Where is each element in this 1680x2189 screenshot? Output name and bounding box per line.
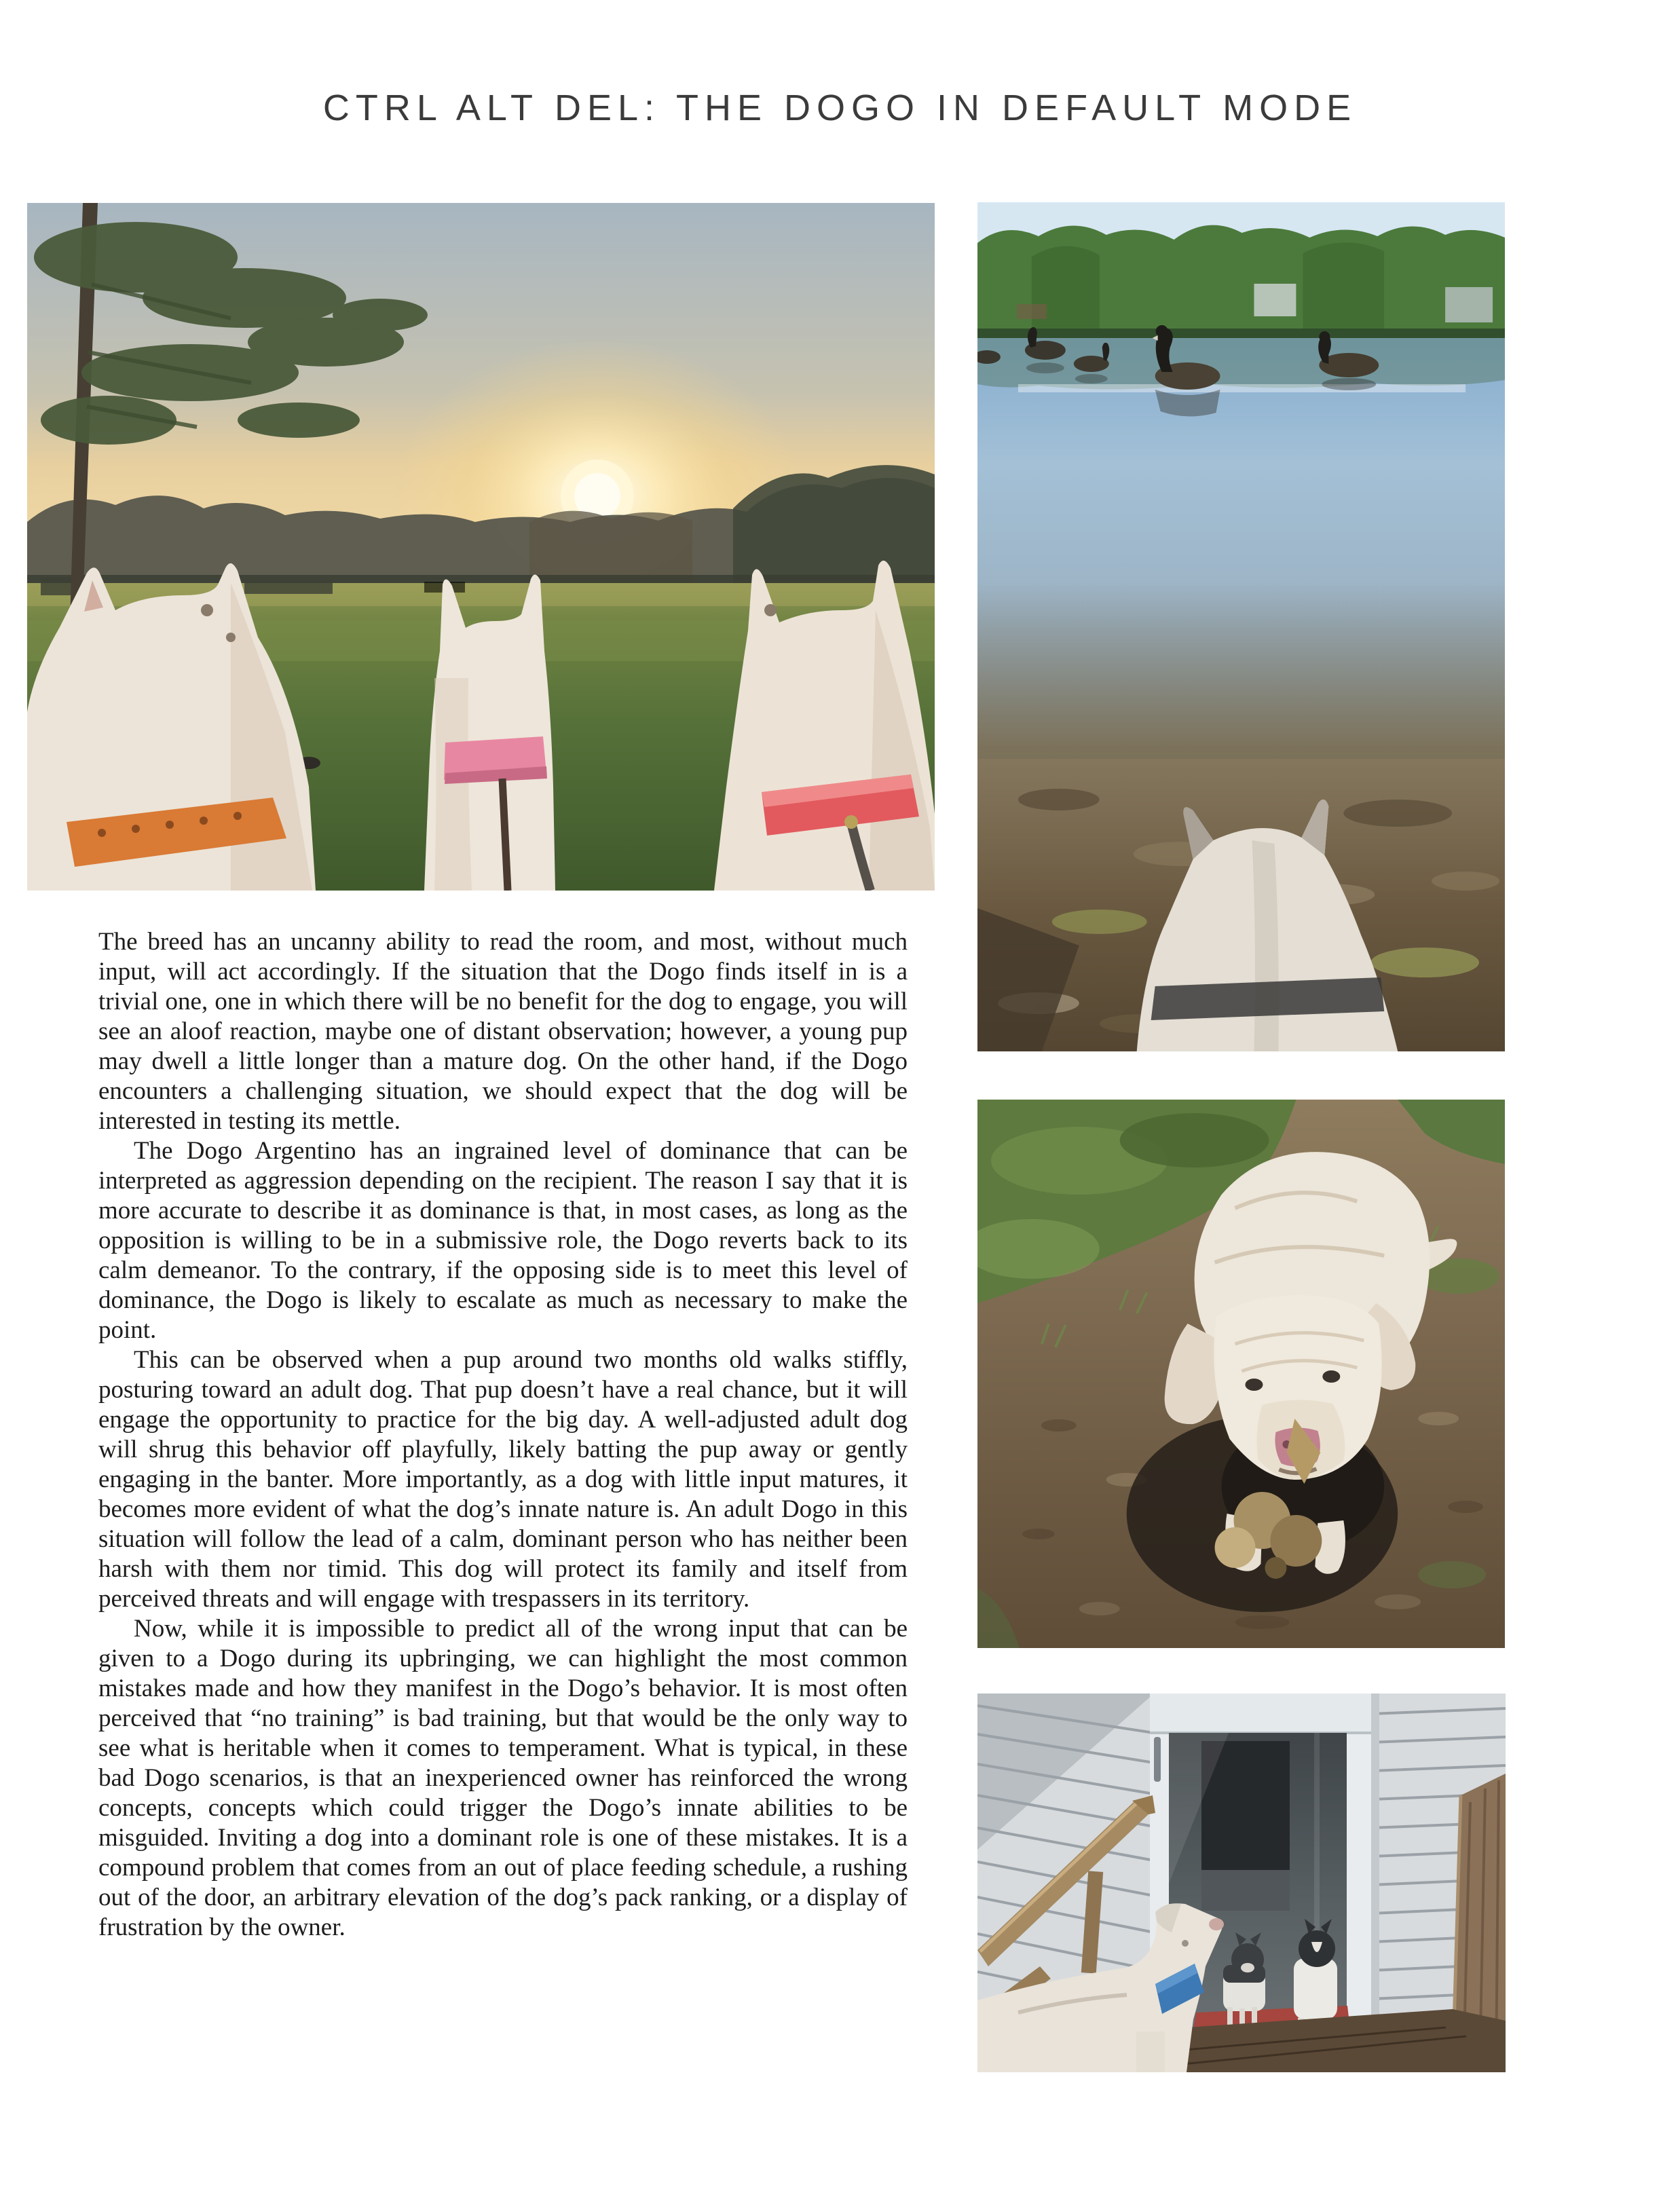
middle-dog-silhouette xyxy=(424,574,555,891)
photo-dogs-sunset xyxy=(27,203,935,891)
porch-scene xyxy=(977,1694,1506,2072)
paragraph-2: The Dogo Argentino has an ingrained level of dominance that can be interpreted as aggression depending on the recipient. The reason I say that it is more accurate to describe it as dominance is that, in most cases, as long as the opposition is willing to be in a submissive role, the Dogo reverts back to its calm demeanor. To the contrary, if the opposing side is to meet this level of dominance, the Dogo is likely to escalate as much as necessary to make the point. xyxy=(98,1137,908,1344)
puppy-scene xyxy=(977,1100,1505,1648)
eye xyxy=(1182,1940,1189,1947)
left-eye xyxy=(1245,1379,1263,1391)
body-text xyxy=(98,927,908,1943)
paragraph-4: Now, while it is impossible to predict all of the wrong input that can be given to a Dogo during its upbringing, we can highlight the most common mistakes made and how they manifest in the Dogo’s behavior. It is most often perceived that “no training” is bad training, but that would be the only way to see what is heritable when it comes to temperament. What is typical, in these bad Dogo scenarios, is that an inexperienced owner has reinforced the wrong concepts, concepts which could trigger the Dogo’s innate abilities to be misguided. Inviting a dog into a dominant role is one of these mistakes. It is a compound problem that comes from an out of place feeding schedule, a rushing out of the door, an arbitrary elevation of the dog’s pack ranking, or a display of frustration by the owner. xyxy=(98,1615,908,1941)
nose xyxy=(1209,1918,1224,1930)
sunset-scene xyxy=(27,203,935,891)
photo-dog-storm-door xyxy=(977,1694,1506,2072)
right-eye xyxy=(1322,1370,1340,1383)
door-handle xyxy=(1154,1737,1161,1782)
front-leg xyxy=(1136,2032,1165,2072)
page-title: CTRL ALT DEL: THE DOGO IN DEFAULT MODE xyxy=(322,88,1358,128)
photo-dog-lake-geese xyxy=(977,202,1505,1051)
lake-scene xyxy=(977,202,1505,1051)
tree-line xyxy=(977,225,1505,339)
paragraph-3: This can be observed when a pup around two months old walks stiffly, posturing toward an adult dog. That pup doesn’t have a real chance, but it will engage the opportunity to practice for the big day. A well-adjusted adult dog will shrug this behavior off playfully, likely batting the pup away or gently engaging in the banter. More importantly, as a dog with little input matures, it becomes more evident of what the dog’s innate nature is. An adult Dogo in this situation will follow the lead of a calm, dominant person who has neither been harsh with them nor timid. This dog will protect its family and itself from perceived threats and will engage with trespassers in its territory. xyxy=(98,1346,908,1613)
paragraph-1: The breed has an uncanny ability to read the room, and most, without much input, will act accordingly. If the situation that the Dogo finds itself in is a trivial one, one in which there will be no benefit for the dog to engage, you will see an aloof reaction, maybe one of distant observation; however, a young pup may dwell a little longer than a mature dog. On the other hand, if the Dogo encounters a challenging situation, we should expect that the dog will be interested in testing its mettle. xyxy=(98,928,908,1135)
photo-puppy-ground xyxy=(977,1100,1505,1648)
